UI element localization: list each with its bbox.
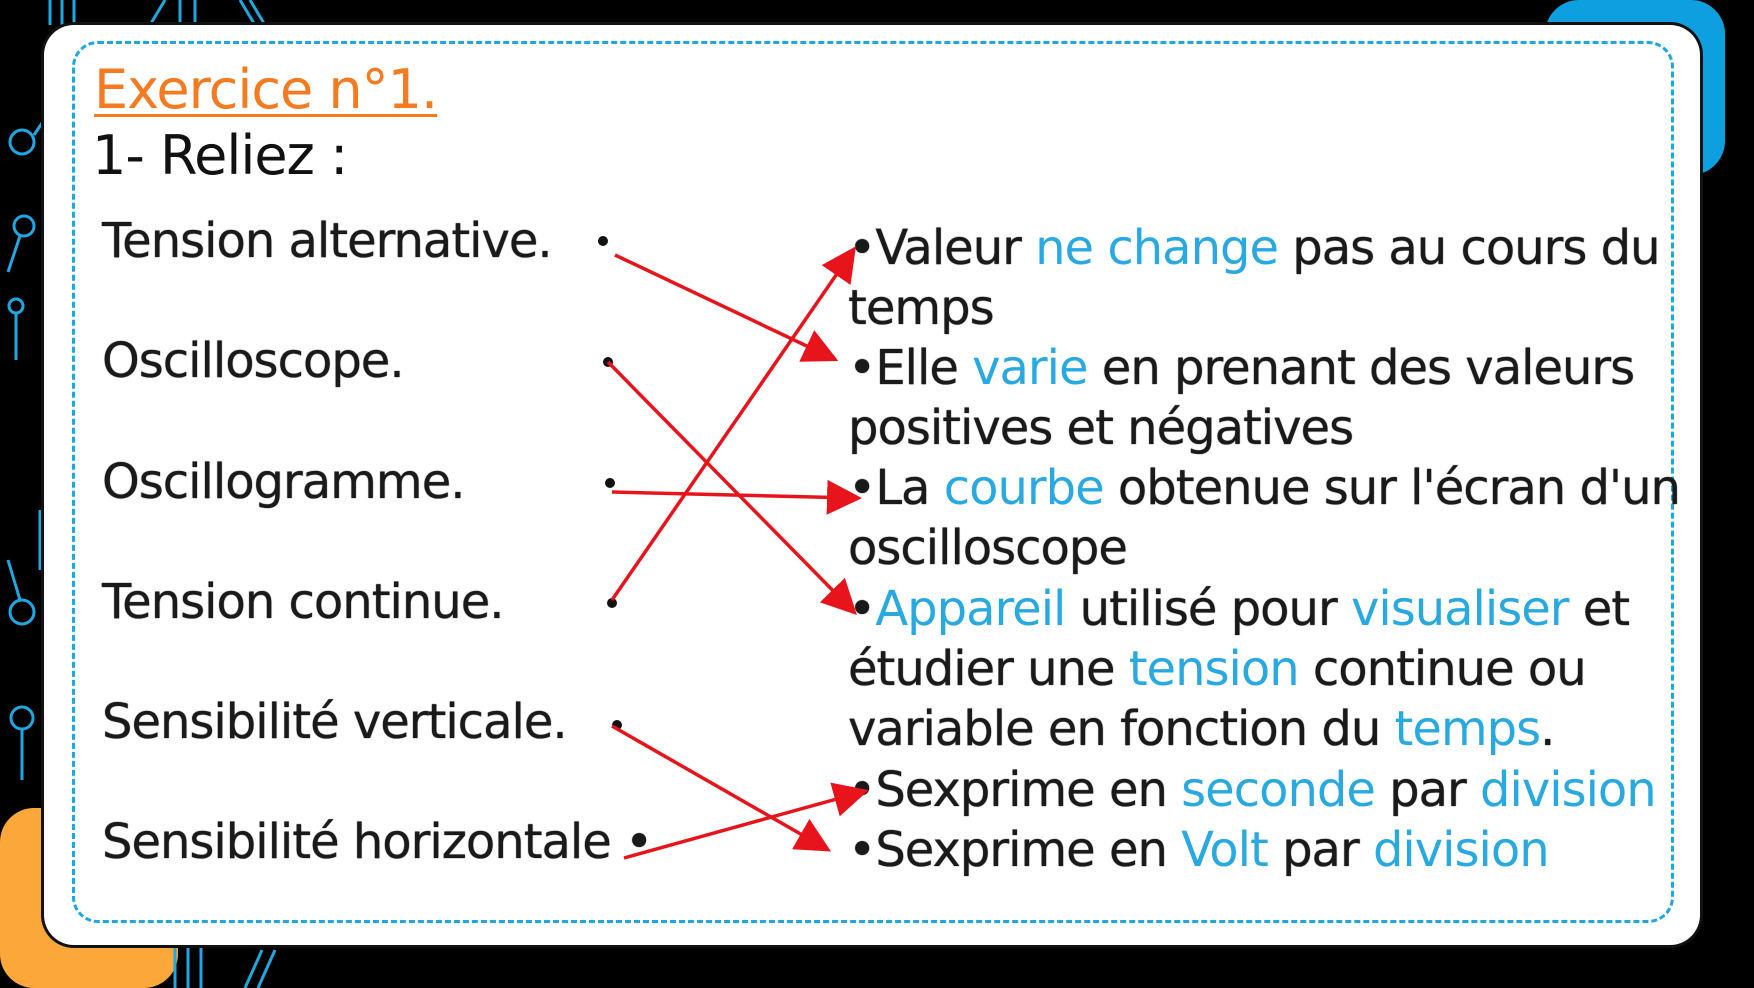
def-keyword: seconde <box>1181 762 1375 818</box>
definition-3 <box>848 458 1680 578</box>
def-text: temps <box>848 280 994 336</box>
def-text: étudier une <box>848 641 1129 697</box>
def-text: et <box>1568 581 1630 637</box>
def-text: positives et négatives <box>848 400 1354 456</box>
term-dot <box>598 236 608 246</box>
term-dot <box>603 357 613 367</box>
term-oscillogramme: Oscillogramme. <box>102 454 465 510</box>
definition-4 <box>848 579 1629 759</box>
def-text: • <box>848 581 876 637</box>
def-text: continue ou <box>1298 641 1586 697</box>
def-keyword: division <box>1372 822 1549 878</box>
def-text: •La <box>848 460 944 516</box>
def-keyword: division <box>1480 762 1656 818</box>
def-keyword: Appareil <box>875 581 1066 637</box>
def-text: par <box>1267 822 1373 878</box>
definition-5 <box>848 760 1656 820</box>
def-text: par <box>1374 762 1481 818</box>
def-keyword: Volt <box>1181 822 1268 878</box>
term-dot <box>605 478 615 488</box>
term-sensibilite-verticale: Sensibilité verticale. <box>102 694 567 750</box>
exercise-title: Exercice n°1. <box>94 58 438 121</box>
def-text: utilisé pour <box>1065 581 1351 637</box>
def-keyword: ne change <box>1035 220 1278 276</box>
def-keyword: tension <box>1128 641 1299 697</box>
def-keyword: courbe <box>943 460 1104 516</box>
def-keyword: varie <box>972 340 1088 396</box>
exercise-instruction: 1- Reliez : <box>92 124 348 187</box>
def-text: variable en fonction du <box>848 701 1395 757</box>
def-text: en prenant des valeurs <box>1087 340 1635 396</box>
term-tension-continue: Tension continue. <box>102 574 504 630</box>
term-dot <box>612 720 622 730</box>
def-text: pas au cours du <box>1277 220 1660 276</box>
def-text: •Sexprime en <box>848 822 1182 878</box>
def-text: obtenue sur l'écran d'un <box>1103 460 1680 516</box>
definition-2 <box>848 338 1634 458</box>
definition-1 <box>848 218 1660 338</box>
term-sensibilite-horizontale: Sensibilité horizontale • <box>102 814 653 870</box>
def-text: oscilloscope <box>848 520 1127 576</box>
term-tension-alternative: Tension alternative. <box>102 213 552 269</box>
def-text: •Sexprime en <box>848 762 1182 818</box>
def-keyword: temps <box>1394 701 1541 757</box>
term-oscilloscope: Oscilloscope. <box>102 333 404 389</box>
def-text: •Elle <box>848 340 973 396</box>
def-text: •Valeur <box>848 220 1036 276</box>
def-keyword: visualiser <box>1350 581 1569 637</box>
definition-6 <box>848 820 1549 880</box>
def-text: . <box>1540 701 1555 757</box>
term-dot <box>607 598 617 608</box>
